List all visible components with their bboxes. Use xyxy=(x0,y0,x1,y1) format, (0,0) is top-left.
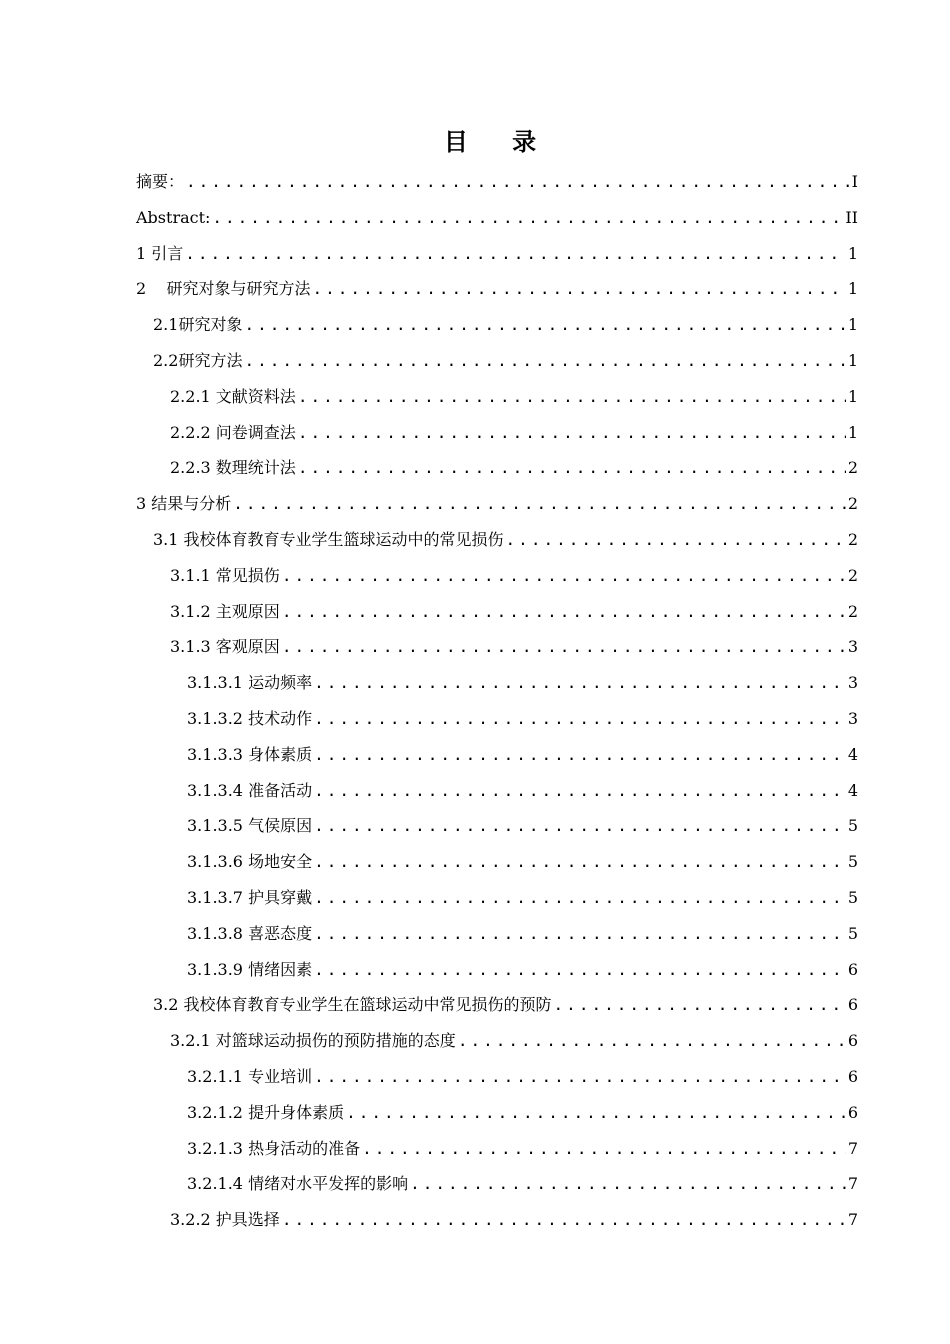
toc-entry-page: 1 xyxy=(847,422,858,442)
toc-entry-title: 3.2.1 对篮球运动损伤的预防措施的态度 xyxy=(170,1031,456,1051)
toc-leader-dots xyxy=(185,244,846,264)
toc-entry-page: 6 xyxy=(847,1067,858,1086)
toc-entry[interactable] xyxy=(136,162,858,192)
toc-leader-dots xyxy=(282,566,846,586)
toc-entry-page: 2 xyxy=(847,565,858,585)
toc-leader-dots xyxy=(282,637,846,657)
toc-leader-dots xyxy=(298,458,846,478)
toc-leader-dots xyxy=(314,852,846,872)
toc-leader-dots xyxy=(410,1174,846,1194)
toc-entry-title: 3.1.3.6 场地安全 xyxy=(187,852,313,872)
toc-leader-dots xyxy=(186,172,850,192)
toc-leader-dots xyxy=(314,888,846,908)
toc-entry-title: 3.1.3.5 气侯原因 xyxy=(187,816,313,836)
toc-leader-dots xyxy=(314,1067,846,1087)
toc-entry-title: 1 引言 xyxy=(136,243,184,263)
toc-entry-page: 7 xyxy=(847,1210,858,1230)
toc-entry-title: 3.1.3.3 身体素质 xyxy=(187,744,313,764)
toc-entry[interactable] xyxy=(187,950,858,980)
toc-entry-page: 7 xyxy=(847,1174,858,1194)
toc-entry-page: 4 xyxy=(847,744,858,764)
toc-leader-dots xyxy=(233,494,846,514)
toc-entry-title: 2.2.2 问卷调查法 xyxy=(170,422,296,442)
toc-leader-dots xyxy=(362,1139,846,1159)
toc-entry[interactable] xyxy=(187,842,858,872)
toc-entry[interactable] xyxy=(170,1200,858,1230)
toc-entry[interactable] xyxy=(187,806,858,836)
toc-entry-page: 6 xyxy=(847,1102,858,1122)
toc-entry-page: 6 xyxy=(847,959,858,979)
toc-entry[interactable] xyxy=(136,269,858,299)
toc-entry[interactable] xyxy=(170,627,858,657)
toc-entry-title: 3.1.3.1 运动频率 xyxy=(187,673,313,693)
toc-entry-page: 5 xyxy=(847,923,858,943)
toc-leader-dots xyxy=(244,315,845,335)
toc-leader-dots xyxy=(282,1210,846,1230)
toc-entry-page: 6 xyxy=(847,995,858,1015)
toc-entry[interactable] xyxy=(153,341,858,371)
toc-leader-dots xyxy=(298,387,846,407)
toc-entry-title: 3.2.1.4 情绪对水平发挥的影响 xyxy=(187,1174,409,1194)
toc-entry-page: 1 xyxy=(847,279,858,299)
toc-leader-dots xyxy=(314,781,846,801)
toc-entry[interactable] xyxy=(187,663,858,693)
toc-entry-page: 1 xyxy=(847,386,858,406)
toc-leader-dots xyxy=(298,423,846,443)
toc-leader-dots xyxy=(458,1031,846,1051)
toc-entry-page: II xyxy=(845,207,858,227)
toc-entry-page: 1 xyxy=(847,351,858,370)
toc-entry-title: 3.2.1.1 专业培训 xyxy=(187,1067,313,1086)
toc-entry-page: 2 xyxy=(847,458,858,478)
toc-leader-dots xyxy=(314,673,846,693)
toc-leader-dots xyxy=(313,279,846,299)
toc-entry-page: 5 xyxy=(847,852,858,872)
toc-leader-dots xyxy=(314,709,846,729)
toc-entry[interactable] xyxy=(153,520,858,550)
toc-entry[interactable] xyxy=(170,556,858,586)
toc-entry-page: 3 xyxy=(847,637,858,657)
toc-entry[interactable] xyxy=(136,198,858,228)
toc-entry[interactable] xyxy=(170,413,858,443)
toc-entry[interactable] xyxy=(187,878,858,908)
toc-leader-dots xyxy=(314,816,846,836)
toc-entry[interactable] xyxy=(187,1093,858,1123)
toc-entry-page: 5 xyxy=(847,816,858,836)
toc-leader-dots xyxy=(212,208,843,228)
toc-entry[interactable] xyxy=(187,914,858,944)
toc-entry-title: 3.1.3.8 喜恶态度 xyxy=(187,923,313,943)
toc-entry-title: 3.1.3.9 情绪因素 xyxy=(187,959,313,979)
toc-leader-dots xyxy=(506,530,846,550)
toc-leader-dots xyxy=(554,995,846,1015)
toc-leader-dots xyxy=(314,924,846,944)
toc-entry-page: 4 xyxy=(847,780,858,800)
toc-entry-title: 2.2.1 文献资料法 xyxy=(170,386,296,406)
toc-entry-title: 3.1.3.2 技术动作 xyxy=(187,709,313,728)
toc-entry-title: 3.1.3.4 准备活动 xyxy=(187,780,313,800)
toc-entry[interactable] xyxy=(170,377,858,407)
toc-leader-dots xyxy=(314,745,846,765)
toc-leader-dots xyxy=(282,602,846,622)
toc-entry[interactable] xyxy=(170,448,858,478)
toc-entry-title: 摘要： xyxy=(136,172,185,191)
toc-leader-dots xyxy=(314,960,846,980)
toc-entry-page: 1 xyxy=(847,243,858,263)
toc-entry-title: 3.1 我校体育教育专业学生篮球运动中的常见损伤 xyxy=(153,530,504,549)
toc-entry[interactable] xyxy=(136,234,858,264)
toc-entry[interactable] xyxy=(153,985,858,1015)
toc-entry-page: 2 xyxy=(847,530,858,549)
toc-entry-title: 3.2.2 护具选择 xyxy=(170,1210,280,1230)
toc-entry-title: 3.2.1.3 热身活动的准备 xyxy=(187,1138,361,1158)
toc-entry-page: 1 xyxy=(847,315,858,335)
toc-entry-title: 2.1研究对象 xyxy=(153,315,243,335)
toc-entry[interactable] xyxy=(170,1021,858,1051)
toc-entry-title: 2.2研究方法 xyxy=(153,351,243,370)
toc-entry-title: 3.1.3 客观原因 xyxy=(170,637,280,657)
toc-entry[interactable] xyxy=(187,735,858,765)
toc-entry[interactable] xyxy=(187,1164,858,1194)
toc-entry[interactable] xyxy=(170,592,858,622)
page-title: 目 录 xyxy=(443,127,555,156)
toc-entry-title: 3.2 我校体育教育专业学生在篮球运动中常见损伤的预防 xyxy=(153,995,552,1015)
toc-leader-dots xyxy=(244,351,845,371)
toc-entry-title: 3.1.2 主观原因 xyxy=(170,601,280,621)
toc-entry-page: 2 xyxy=(847,601,858,621)
toc-entry[interactable] xyxy=(153,305,858,335)
toc-entry-title: 3.1.3.7 护具穿戴 xyxy=(187,888,313,907)
toc-entry-title: 3.2.1.2 提升身体素质 xyxy=(187,1102,345,1122)
toc-entry[interactable] xyxy=(187,1129,858,1159)
toc-entry-page: 3 xyxy=(847,709,858,728)
toc-entry-title: 2.2.3 数理统计法 xyxy=(170,458,296,478)
toc-entry[interactable] xyxy=(187,771,858,801)
toc-entry-page: 7 xyxy=(847,1138,858,1158)
toc-entry-page: 6 xyxy=(847,1031,858,1051)
toc-entry-page: 3 xyxy=(847,673,858,693)
toc-entry-title: 3.1.1 常见损伤 xyxy=(170,565,280,585)
toc-entry-title: 2 研究对象与研究方法 xyxy=(136,279,311,299)
toc-entry-page: 5 xyxy=(847,888,858,907)
toc-entry-title: Abstract: xyxy=(136,207,211,227)
toc-entry-title: 3 结果与分析 xyxy=(136,494,232,514)
toc-entry-page: 2 xyxy=(847,494,858,514)
toc-entry[interactable] xyxy=(136,484,858,514)
toc-entry[interactable] xyxy=(187,699,858,729)
toc-entry-page: I xyxy=(851,172,858,191)
toc-entry[interactable] xyxy=(187,1057,858,1087)
toc-leader-dots xyxy=(346,1103,846,1123)
